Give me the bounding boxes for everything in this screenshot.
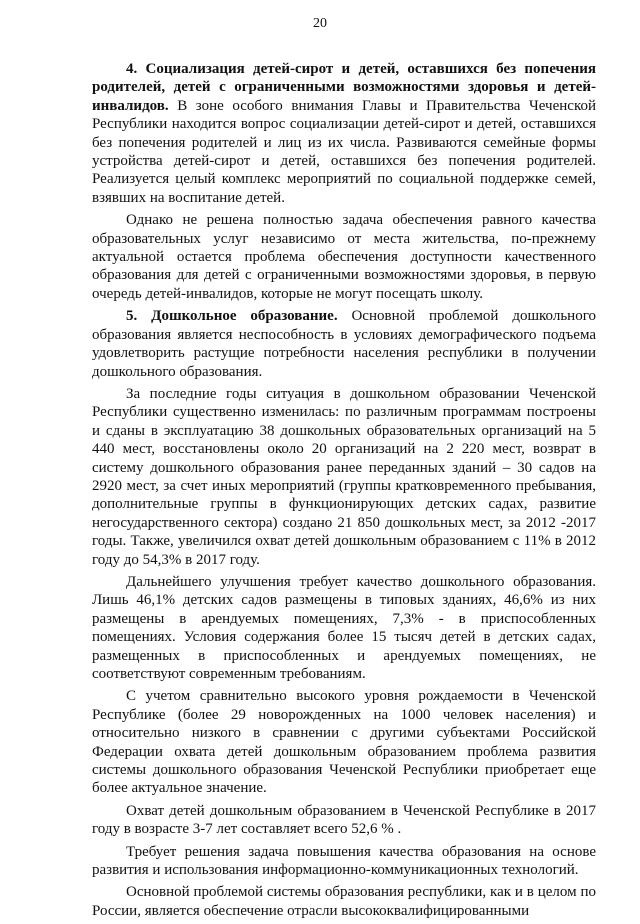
section-5-text: Основной проблемой дошкольного образования является неспособность в условиях демографического подъема удовлетворить растущие потребности населения республики в получении дошкольного образования. xyxy=(92,308,596,380)
page-number: 20 xyxy=(313,16,327,31)
paragraph-equal-access xyxy=(92,211,596,303)
section-5-paragraph xyxy=(92,307,596,381)
section-4-heading: 4. Социализация детей-сирот и детей, оставшихся без попечения родителей, детей с ограниченными возможностями здоровья и детей-инвалидов. xyxy=(92,61,596,114)
paragraph-ict xyxy=(92,843,596,880)
paragraph-text: Дальнейшего улучшения требует качество дошкольного образования. Лишь 46,1% детских садов размещены в типовых зданиях, 46,6% из них размещены в арендуемых помещениях, 7,3% - в приспособленных помещениях. Условия содержания более 15 тысяч детей в детских садах, размещенных в приспособленных и арендуемых помещениях, не соответствуют современным требованиям. xyxy=(92,573,596,682)
section-4-paragraph xyxy=(92,60,596,207)
paragraph-text: Требует решения задача повышения качества образования на основе развития и использования информационно-коммуникационных технологий. xyxy=(92,843,596,879)
paragraph-quality xyxy=(92,573,596,683)
document-body xyxy=(92,60,596,924)
paragraph-coverage xyxy=(92,802,596,839)
paragraph-birth-rate xyxy=(92,687,596,797)
paragraph-text: Основной проблемой системы образования республики, как и в целом по России, является обеспечение отрасли высококвалифицированными xyxy=(92,884,596,919)
section-5-heading: 5. Дошкольное образование. xyxy=(126,308,338,325)
section-4-text: В зоне особого внимания Главы и Правительства Чеченской Республики находится вопрос социализации детей-сирот и детей, оставшихся без попечения родителей и лиц из их числа. Развиваются семейные формы устройства детей-сирот и детей, оставшихся без попечения родителей. Реализуется целый комплекс мероприятий по социальной поддержке семей, взявших на воспитание детей. xyxy=(92,97,596,206)
paragraph-text: За последние годы ситуация в дошкольном образовании Чеченской Республики существенно изменилась: по различным программам построены и сданы в эксплуатацию 38 дошкольных образовательных организаций на 5 440 мест, восстановлены около 20 организаций на 2 220 мест, возврат в систему дошкольного образования ранее переданных зданий – 30 садов на 2920 мест, за счет иных мероприятий (группы кратковременного пребывания, дополнительные группы в функционирующих детских садах, развитие негосударственного сектора) создано 21 850 дошкольных мест, за 2012 -2017 годы. Также, увеличился охват детей дошкольным образованием с 11% в 2012 году до 54,3% в 2017 году. xyxy=(92,385,596,568)
paragraph-text: Однако не решена полностью задача обеспечения равного качества образовательных услуг независимо от места жительства, по-прежнему актуальной остается проблема обеспечения доступности качественного образования для детей с ограниченными возможностями здоровья, в первую очередь детей-инвалидов, которые не могут посещать школу. xyxy=(92,212,596,302)
paragraph-staffing xyxy=(92,883,596,920)
paragraph-text: С учетом сравнительно высокого уровня рождаемости в Чеченской Республике (более 29 новорожденных на 1000 человек населения) и относительно низкого в сравнении с другими субъектами Российской Федерации охвата детей дошкольным образованием проблема развития системы дошкольного образования Чеченской Республики приобретает еще более актуальное значение. xyxy=(92,688,596,797)
paragraph-recent-years xyxy=(92,385,596,569)
paragraph-text: Охват детей дошкольным образованием в Чеченской Республике в 2017 году в возрасте 3-7 лет составляет всего 52,6 % . xyxy=(92,802,596,838)
